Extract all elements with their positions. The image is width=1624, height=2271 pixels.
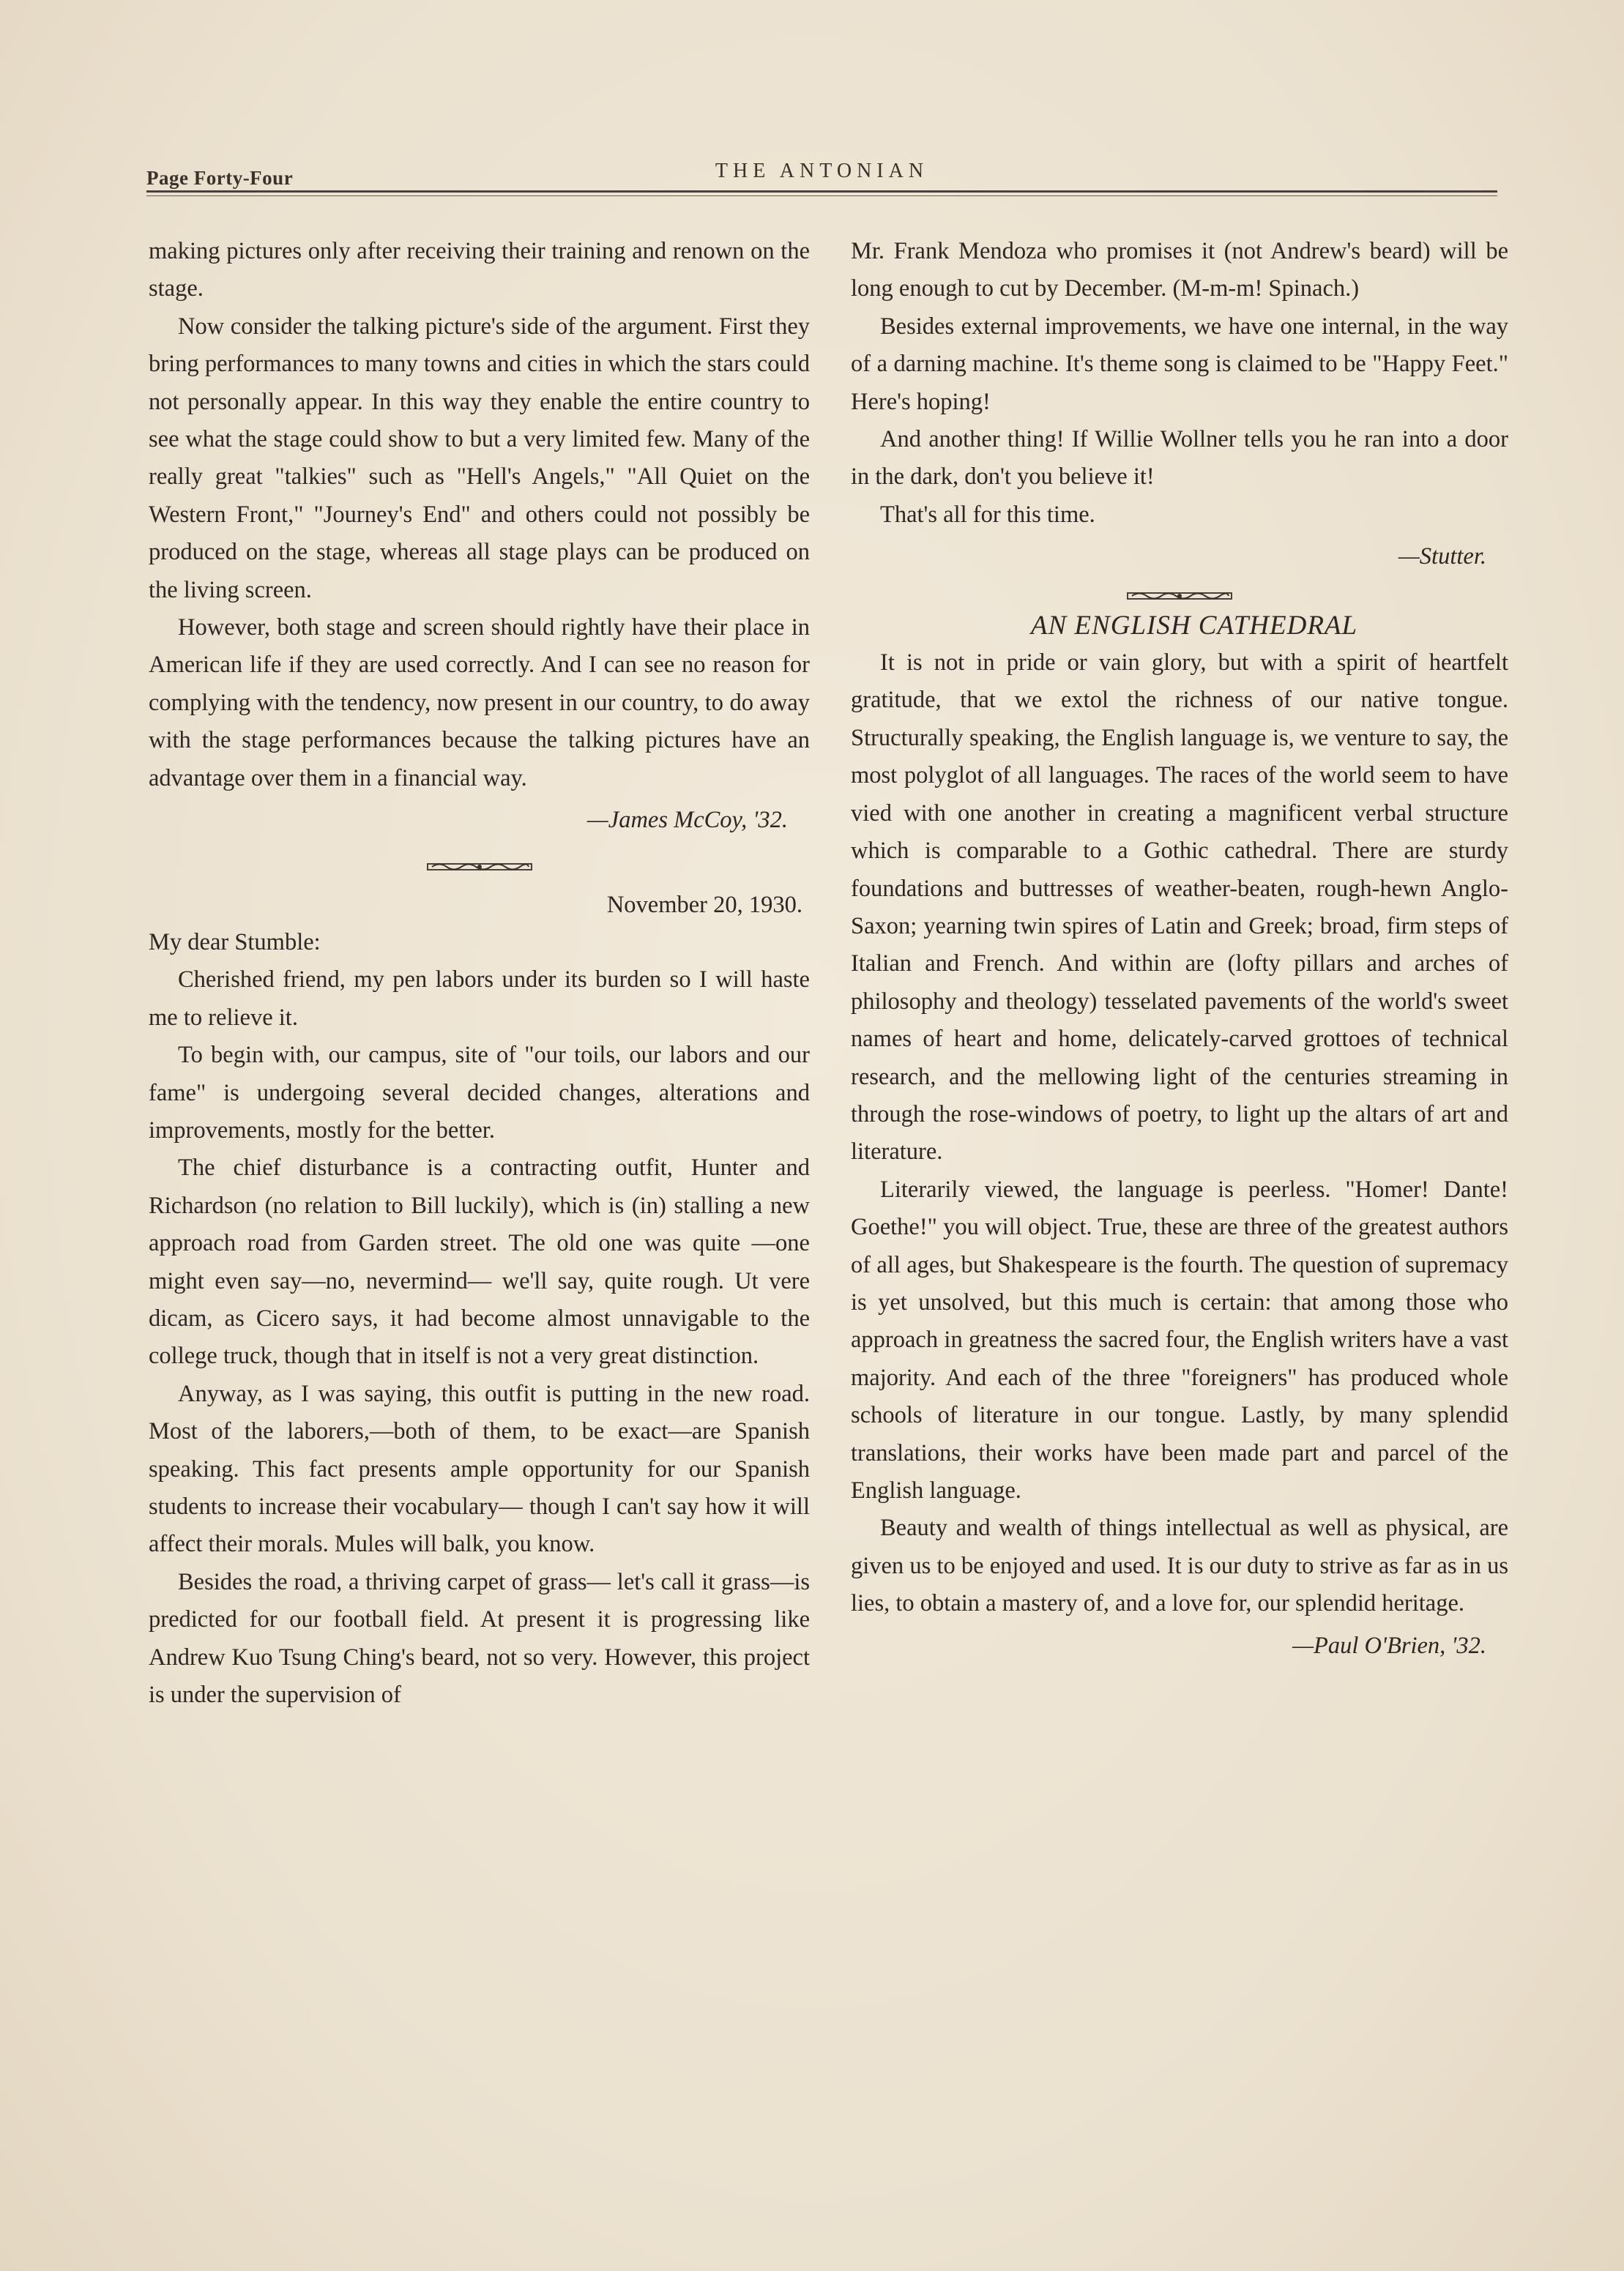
paragraph: And another thing! If Willie Wollner tells you he ran into a door in the dark, don't you believe it!: [851, 426, 1508, 491]
paragraph: It is not in pride or vain glory, but with a spirit of heartfelt gratitude, that we extol the richness of our native tongue. Structurally speaking, the English language is, we venture to say, the most polyglot of all languages. The races of the world seem to have vied with one another in creating a magnificent verbal structure which is comparable to a Gothic cathedral. There are sturdy foundations and buttresses of weather-beaten, rough-hewn Anglo-Saxon; yearning twin spires of Latin and Greek; broad, firm steps of Italian and French. And within are (lofty pillars and arches of philosophy and theology) tesselated pavements of the world's sweet names of heart and home, delicately-carved grottoes of technical research, and the mellowing light of the centuries streaming in through the rose-windows of poetry, to light up the altars of art and literature.: [851, 649, 1508, 1166]
paragraph: To begin with, our campus, site of "our toils, our labors and our fame" is undergoing several decided changes, alterations and improvements, mostly for the better.: [149, 1042, 810, 1144]
paragraph: However, both stage and screen should rightly have their place in American life if they are used correctly. And I can see no reason for complying with the tendency, now present in our country, to do away with the stage performances because the talking pictures have an advantage over them in a financial way.: [149, 614, 810, 791]
letter-date: November 20, 1930.: [606, 891, 802, 918]
letter-salutation: My dear Stumble:: [149, 928, 321, 955]
divider-ornament-icon: [1125, 589, 1234, 603]
header-rule: [146, 190, 1497, 193]
journal-title: THE ANTONIAN: [715, 160, 929, 182]
paragraph: The chief disturbance is a contracting outfit, Hunter and Richardson (no relation to Bill luckily), which is (in) stalling a new approach road from Garden street. The old one was quite —one might even say—no, nevermind— we'll say, quite rough. Ut vere dicam, as Cicero says, it had become almost unnavigable to the college truck, though that in itself is not a very great distinction.: [149, 1155, 810, 1370]
left-column: [149, 233, 810, 1714]
paragraph: Beauty and wealth of things intellectual as well as physical, are given us to be enjoyed and used. It is our duty to strive as far as in us lies, to obtain a mastery of, and a love for, our splendid heritage.: [851, 1515, 1508, 1617]
author-signature: —Stutter.: [1398, 543, 1486, 570]
article-title: AN ENGLISH CATHEDRAL: [1030, 610, 1358, 641]
paragraph: making pictures only after receiving their training and renown on the stage.: [149, 238, 810, 302]
paragraph: That's all for this time.: [880, 501, 1095, 528]
page-header: [146, 160, 1497, 196]
right-column: [851, 233, 1508, 1665]
header-rule-thin: [146, 195, 1497, 196]
author-signature: —James McCoy, '32.: [586, 807, 788, 834]
paragraph: Literarily viewed, the language is peerless. "Homer! Dante! Goethe!" you will object. True, these are three of the greatest authors of all ages, but Shakespeare is the fourth. The question of supremacy is yet unsolved, but this much is certain: that among those who approach in greatness the sacred four, the English writers have a vast majority. And each of the three "foreigners" has produced whole schools of literature in our tongue. Lastly, by many splendid translations, their works have been made part and parcel of the English language.: [851, 1176, 1508, 1504]
author-signature: —Paul O'Brien, '32.: [1292, 1632, 1486, 1659]
paragraph: Mr. Frank Mendoza who promises it (not Andrew's beard) will be long enough to cut by December. (M-m-m! Spinach.): [851, 238, 1508, 302]
paragraph: Anyway, as I was saying, this outfit is putting in the new road. Most of the laborers,—both of them, to be exact—are Spanish speaking. This fact presents ample opportunity for our Spanish students to increase their vocabulary— though I can't say how it will affect their morals. Mules will balk, you know.: [149, 1380, 810, 1558]
paragraph: Besides the road, a thriving carpet of grass— let's call it grass—is predicted for our football field. At present it is progressing like Andrew Kuo Tsung Ching's beard, not so very. However, this project is under the supervision of: [149, 1568, 810, 1709]
paragraph: Besides external improvements, we have one internal, in the way of a darning machine. It's theme song is claimed to be "Happy Feet." Here's hoping!: [851, 313, 1508, 415]
page-number: Page Forty-Four: [146, 167, 294, 189]
paragraph: Now consider the talking picture's side of the argument. First they bring performances to many towns and cities in which the stars could not personally appear. In this way they enable the entire country to see what the stage could show to but a very limited few. Many of the really great "talkies" such as "Hell's Angels," "All Quiet on the Western Front," "Journey's End" and others could not possibly be produced on the stage, whereas all stage plays can be produced on the living screen.: [149, 313, 810, 603]
divider-ornament-icon: [425, 860, 534, 873]
paragraph: Cherished friend, my pen labors under its burden so I will haste me to relieve it.: [149, 966, 810, 1031]
